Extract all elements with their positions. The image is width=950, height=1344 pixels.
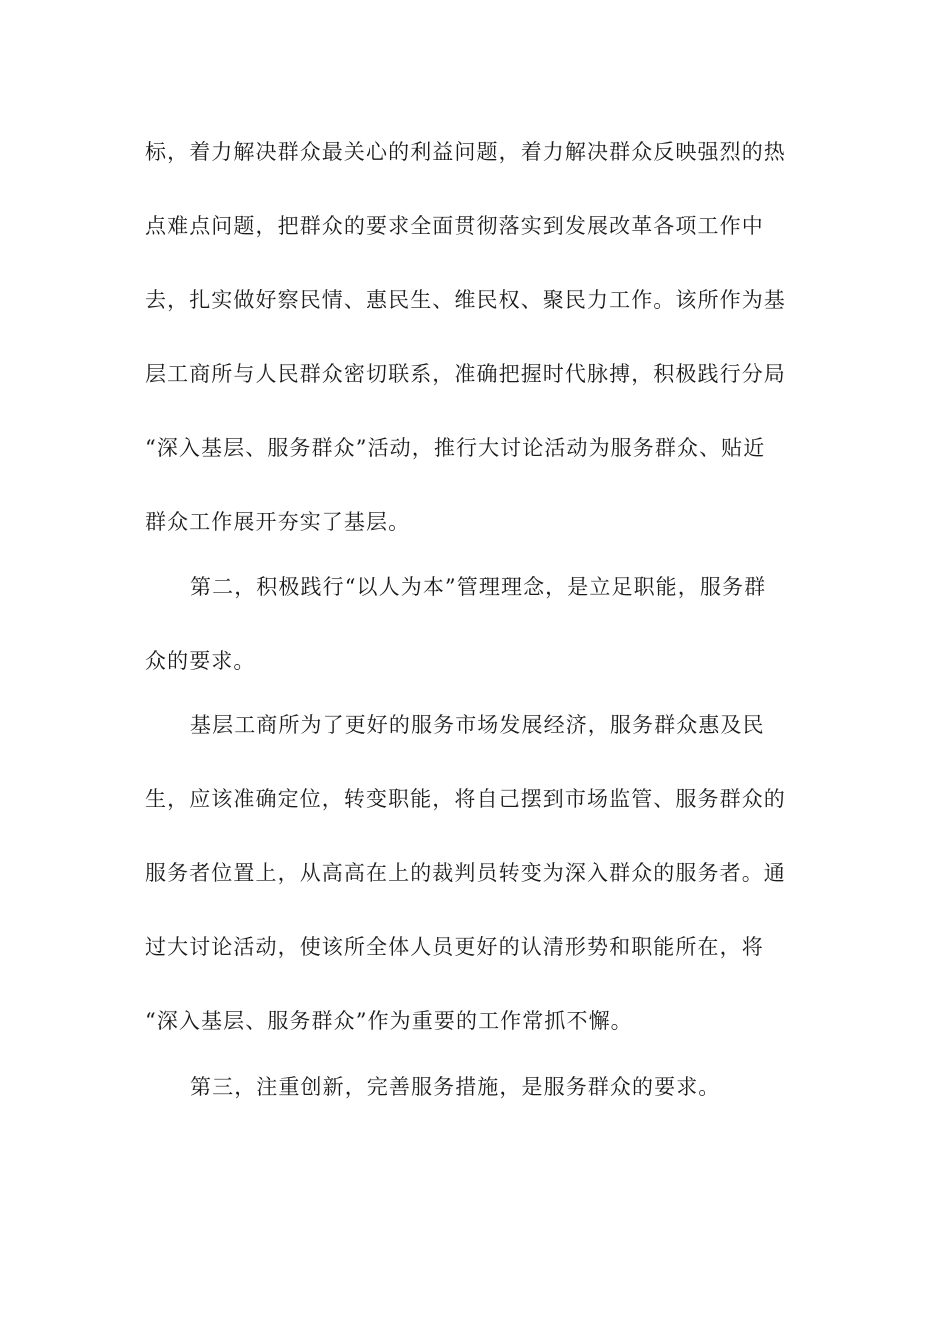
text-line: 群众工作展开夯实了基层。 — [145, 510, 411, 534]
text-line: “深入基层、服务群众”作为重要的工作常抓不懈。 — [145, 1009, 633, 1033]
text-line: 点难点问题，把群众的要求全面贯彻落实到发展改革各项工作中 — [145, 214, 764, 238]
text-line: 过大讨论活动，使该所全体人员更好的认清形势和职能所在，将 — [145, 935, 764, 959]
paragraph-heading-second: 第二，积极践行“以人为本”管理理念，是立足职能，服务群 — [190, 575, 767, 599]
text-line: 生，应该准确定位，转变职能，将自己摆到市场监管、服务群众的 — [145, 787, 786, 811]
text-line: 众的要求。 — [145, 649, 256, 673]
text-line: 标，着力解决群众最关心的利益问题，着力解决群众反映强烈的热 — [145, 140, 786, 164]
paragraph-heading-third: 第三，注重创新，完善服务措施，是服务群众的要求。 — [190, 1075, 721, 1099]
text-line: 去，扎实做好察民情、惠民生、维民权、聚民力工作。该所作为基 — [145, 288, 786, 312]
text-line: “深入基层、服务群众”活动，推行大讨论活动为服务群众、贴近 — [145, 436, 766, 460]
paragraph-start: 基层工商所为了更好的服务市场发展经济，服务群众惠及民 — [190, 713, 765, 737]
text-line: 层工商所与人民群众密切联系，准确把握时代脉搏，积极践行分局 — [145, 362, 786, 386]
text-line: 服务者位置上，从高高在上的裁判员转变为深入群众的服务者。通 — [145, 861, 786, 885]
